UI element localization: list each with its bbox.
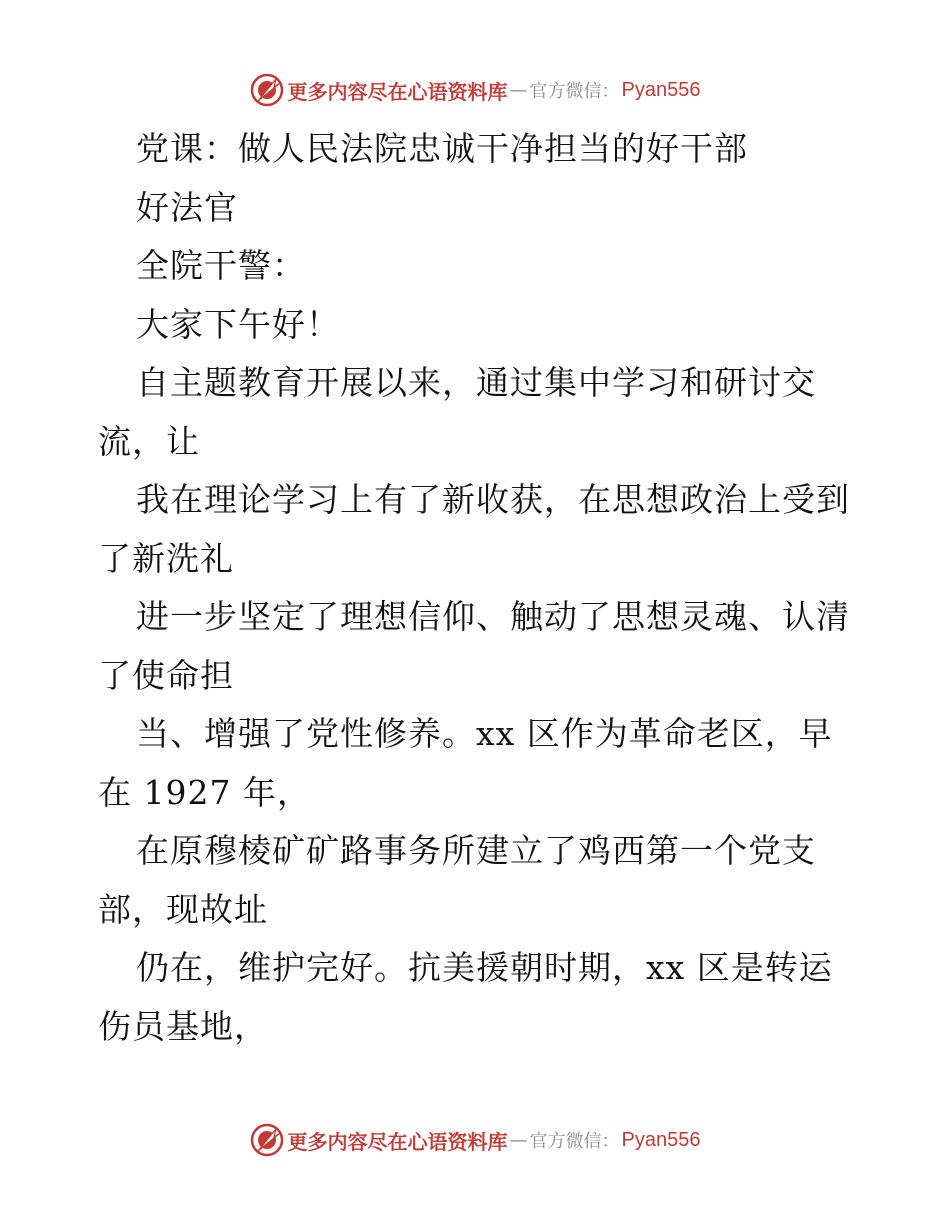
body-line: 当、增强了党性修养。xx 区作为革命老区，早 xyxy=(136,714,833,753)
body-line: 全院干警： xyxy=(136,246,306,285)
body-line: 在原穆棱矿矿路事务所建立了鸡西第一个党支 xyxy=(136,831,816,870)
body-line: 了使命担 xyxy=(98,655,234,695)
footer-watermark xyxy=(0,1120,950,1160)
document-body xyxy=(98,120,858,1056)
watermark-wechat-id: Pyan556 xyxy=(621,78,701,101)
watermark-brand: 更多内容尽在心语资料库 xyxy=(287,1129,508,1154)
body-line: 伤员基地， xyxy=(98,1006,268,1046)
body-line: 部，现故址 xyxy=(98,889,268,929)
quill-logo-icon xyxy=(250,73,284,107)
body-line: 自主题教育开展以来，通过集中学习和研讨交 xyxy=(136,363,816,402)
watermark-label: 官方微信： xyxy=(529,81,620,102)
body-line: 好法官 xyxy=(136,187,238,227)
header-watermark xyxy=(0,70,950,110)
body-line: 我在理论学习上有了新收获，在思想政治上受到 xyxy=(136,480,850,519)
body-line: 党课：做人民法院忠诚干净担当的好干部 xyxy=(136,129,748,168)
watermark-dash: — xyxy=(509,1129,528,1151)
body-line: 进一步坚定了理想信仰、触动了思想灵魂、认清 xyxy=(136,597,850,636)
body-line: 大家下午好！ xyxy=(136,304,340,344)
body-line: 仍在，维护完好。抗美援朝时期，xx 区是转运 xyxy=(136,948,833,987)
quill-logo-icon xyxy=(250,1123,284,1157)
body-line: 了新洗礼 xyxy=(98,538,234,578)
watermark-label: 官方微信： xyxy=(529,1131,620,1152)
body-line: 流，让 xyxy=(98,421,200,461)
watermark-brand: 更多内容尽在心语资料库 xyxy=(287,79,508,104)
body-line: 在 1927 年， xyxy=(98,772,311,812)
watermark-wechat-id: Pyan556 xyxy=(621,1128,701,1151)
watermark-dash: — xyxy=(509,79,528,101)
